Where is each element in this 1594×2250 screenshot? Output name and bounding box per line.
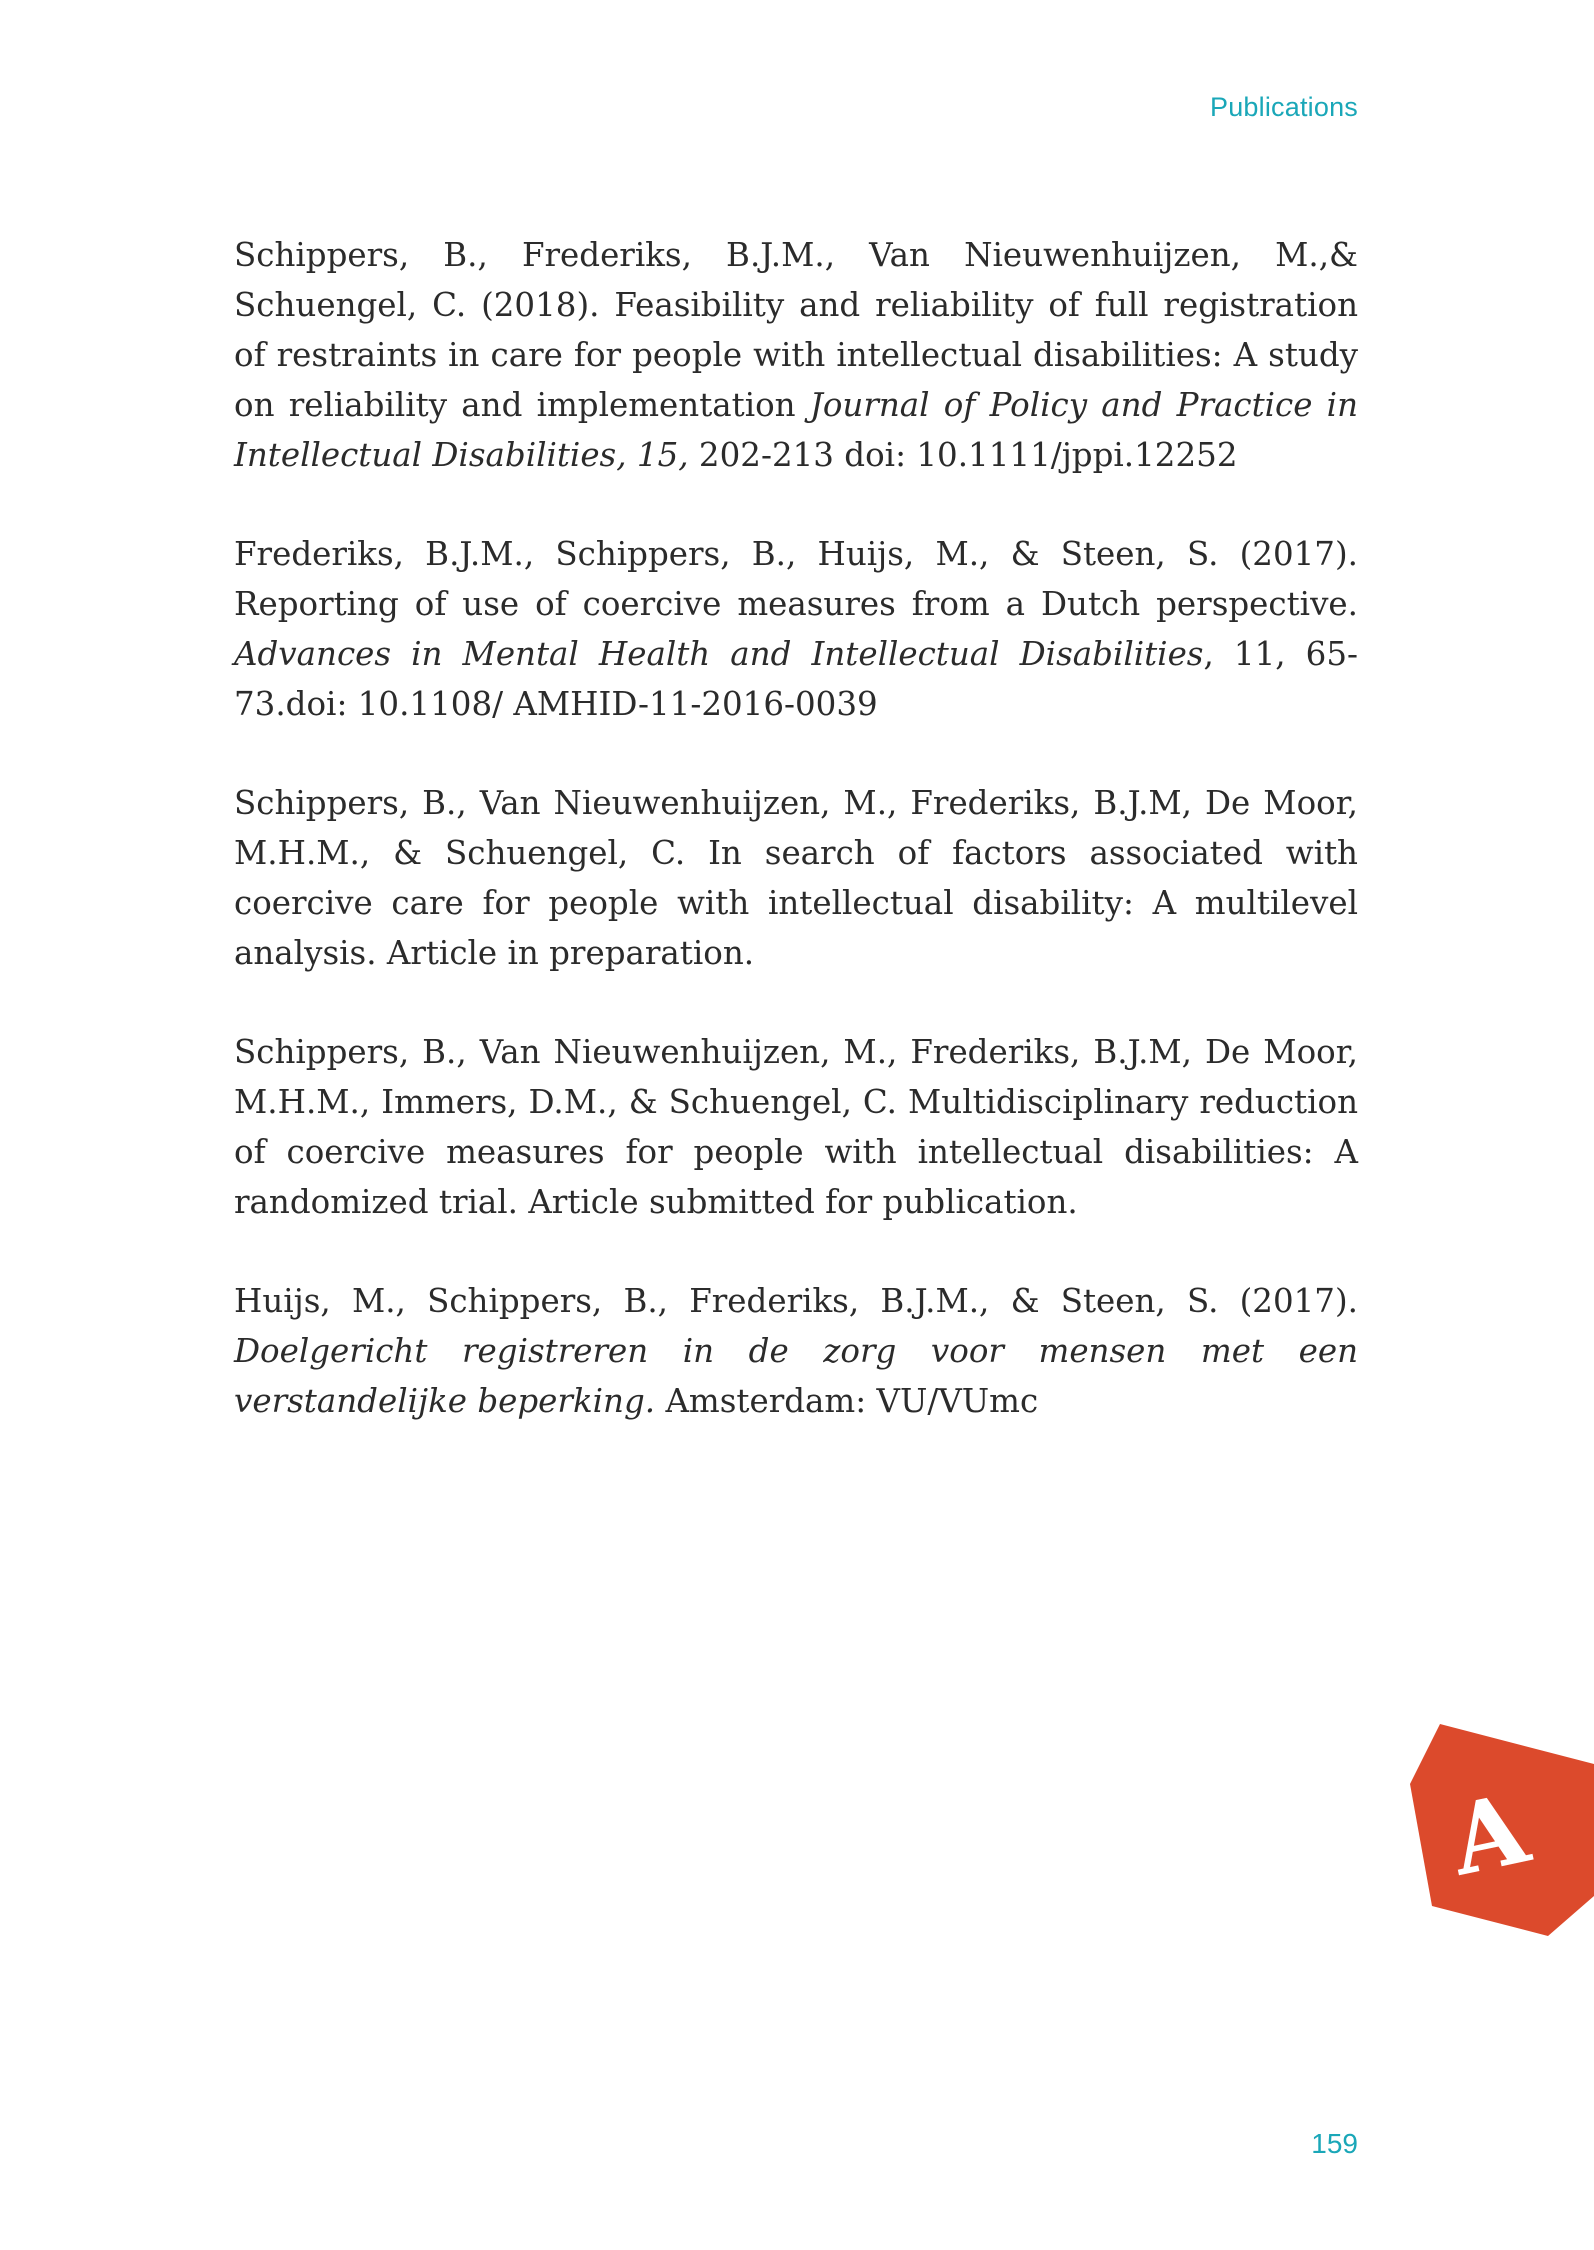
journal-title: Advances in Mental Health and Intellectual Disabilities	[234, 635, 1204, 673]
reference-text: , 11, 65-73.doi: 10.1108/ AMHID-11-2016-0039	[234, 635, 1359, 723]
reference-text: 202-213 doi: 10.1111/jppi.12252	[688, 436, 1238, 474]
reference-entry	[234, 778, 1358, 978]
reference-entry	[234, 1027, 1358, 1227]
reference-entry	[234, 230, 1358, 480]
reference-text: Schippers, B., Van Nieuwenhuijzen, M., Frederiks, B.J.M, De Moor, M.H.M., & Schuengel, C. In search of factors associated with coercive care for people with intellectual disability: A multilevel analysis. Article in preparation.	[234, 784, 1358, 972]
reference-text: Huijs, M., Schippers, B., Frederiks, B.J.M., & Steen, S. (2017).	[234, 1282, 1358, 1320]
running-header: Publications	[1210, 92, 1358, 122]
reference-entry	[234, 529, 1358, 729]
reference-text: Schippers, B., Frederiks, B.J.M., Van Nieuwenhuijzen, M.,& Schuengel, C. (2018). Feasibility and reliability of full registration of restraints in care for people with intellectual disabilities: A study on reliability and implementation	[234, 236, 1358, 424]
reference-text: Schippers, B., Van Nieuwenhuijzen, M., Frederiks, B.J.M, De Moor, M.H.M., Immers, D.M., & Schuengel, C. Multidisciplinary reduction of coercive measures for people with intellectual disabilities: A randomized trial. Article submitted for publication.	[234, 1033, 1358, 1221]
book-title: Doelgericht registreren in de zorg voor mensen met een verstandelijke beperking.	[234, 1332, 1358, 1420]
page-number: 159	[1311, 2128, 1358, 2159]
section-tab-letter: A	[1441, 1771, 1538, 1898]
reference-text: Amsterdam: VU/VUmc	[655, 1382, 1039, 1420]
journal-title: Journal of Policy and Practice in Intellectual Disabilities, 15,	[234, 386, 1358, 474]
reference-list	[234, 230, 1358, 1475]
section-tab-a	[1400, 1718, 1594, 1938]
reference-entry	[234, 1276, 1358, 1426]
reference-text: Frederiks, B.J.M., Schippers, B., Huijs, M., & Steen, S. (2017). Reporting of use of coercive measures from a Dutch perspective.	[234, 535, 1358, 623]
